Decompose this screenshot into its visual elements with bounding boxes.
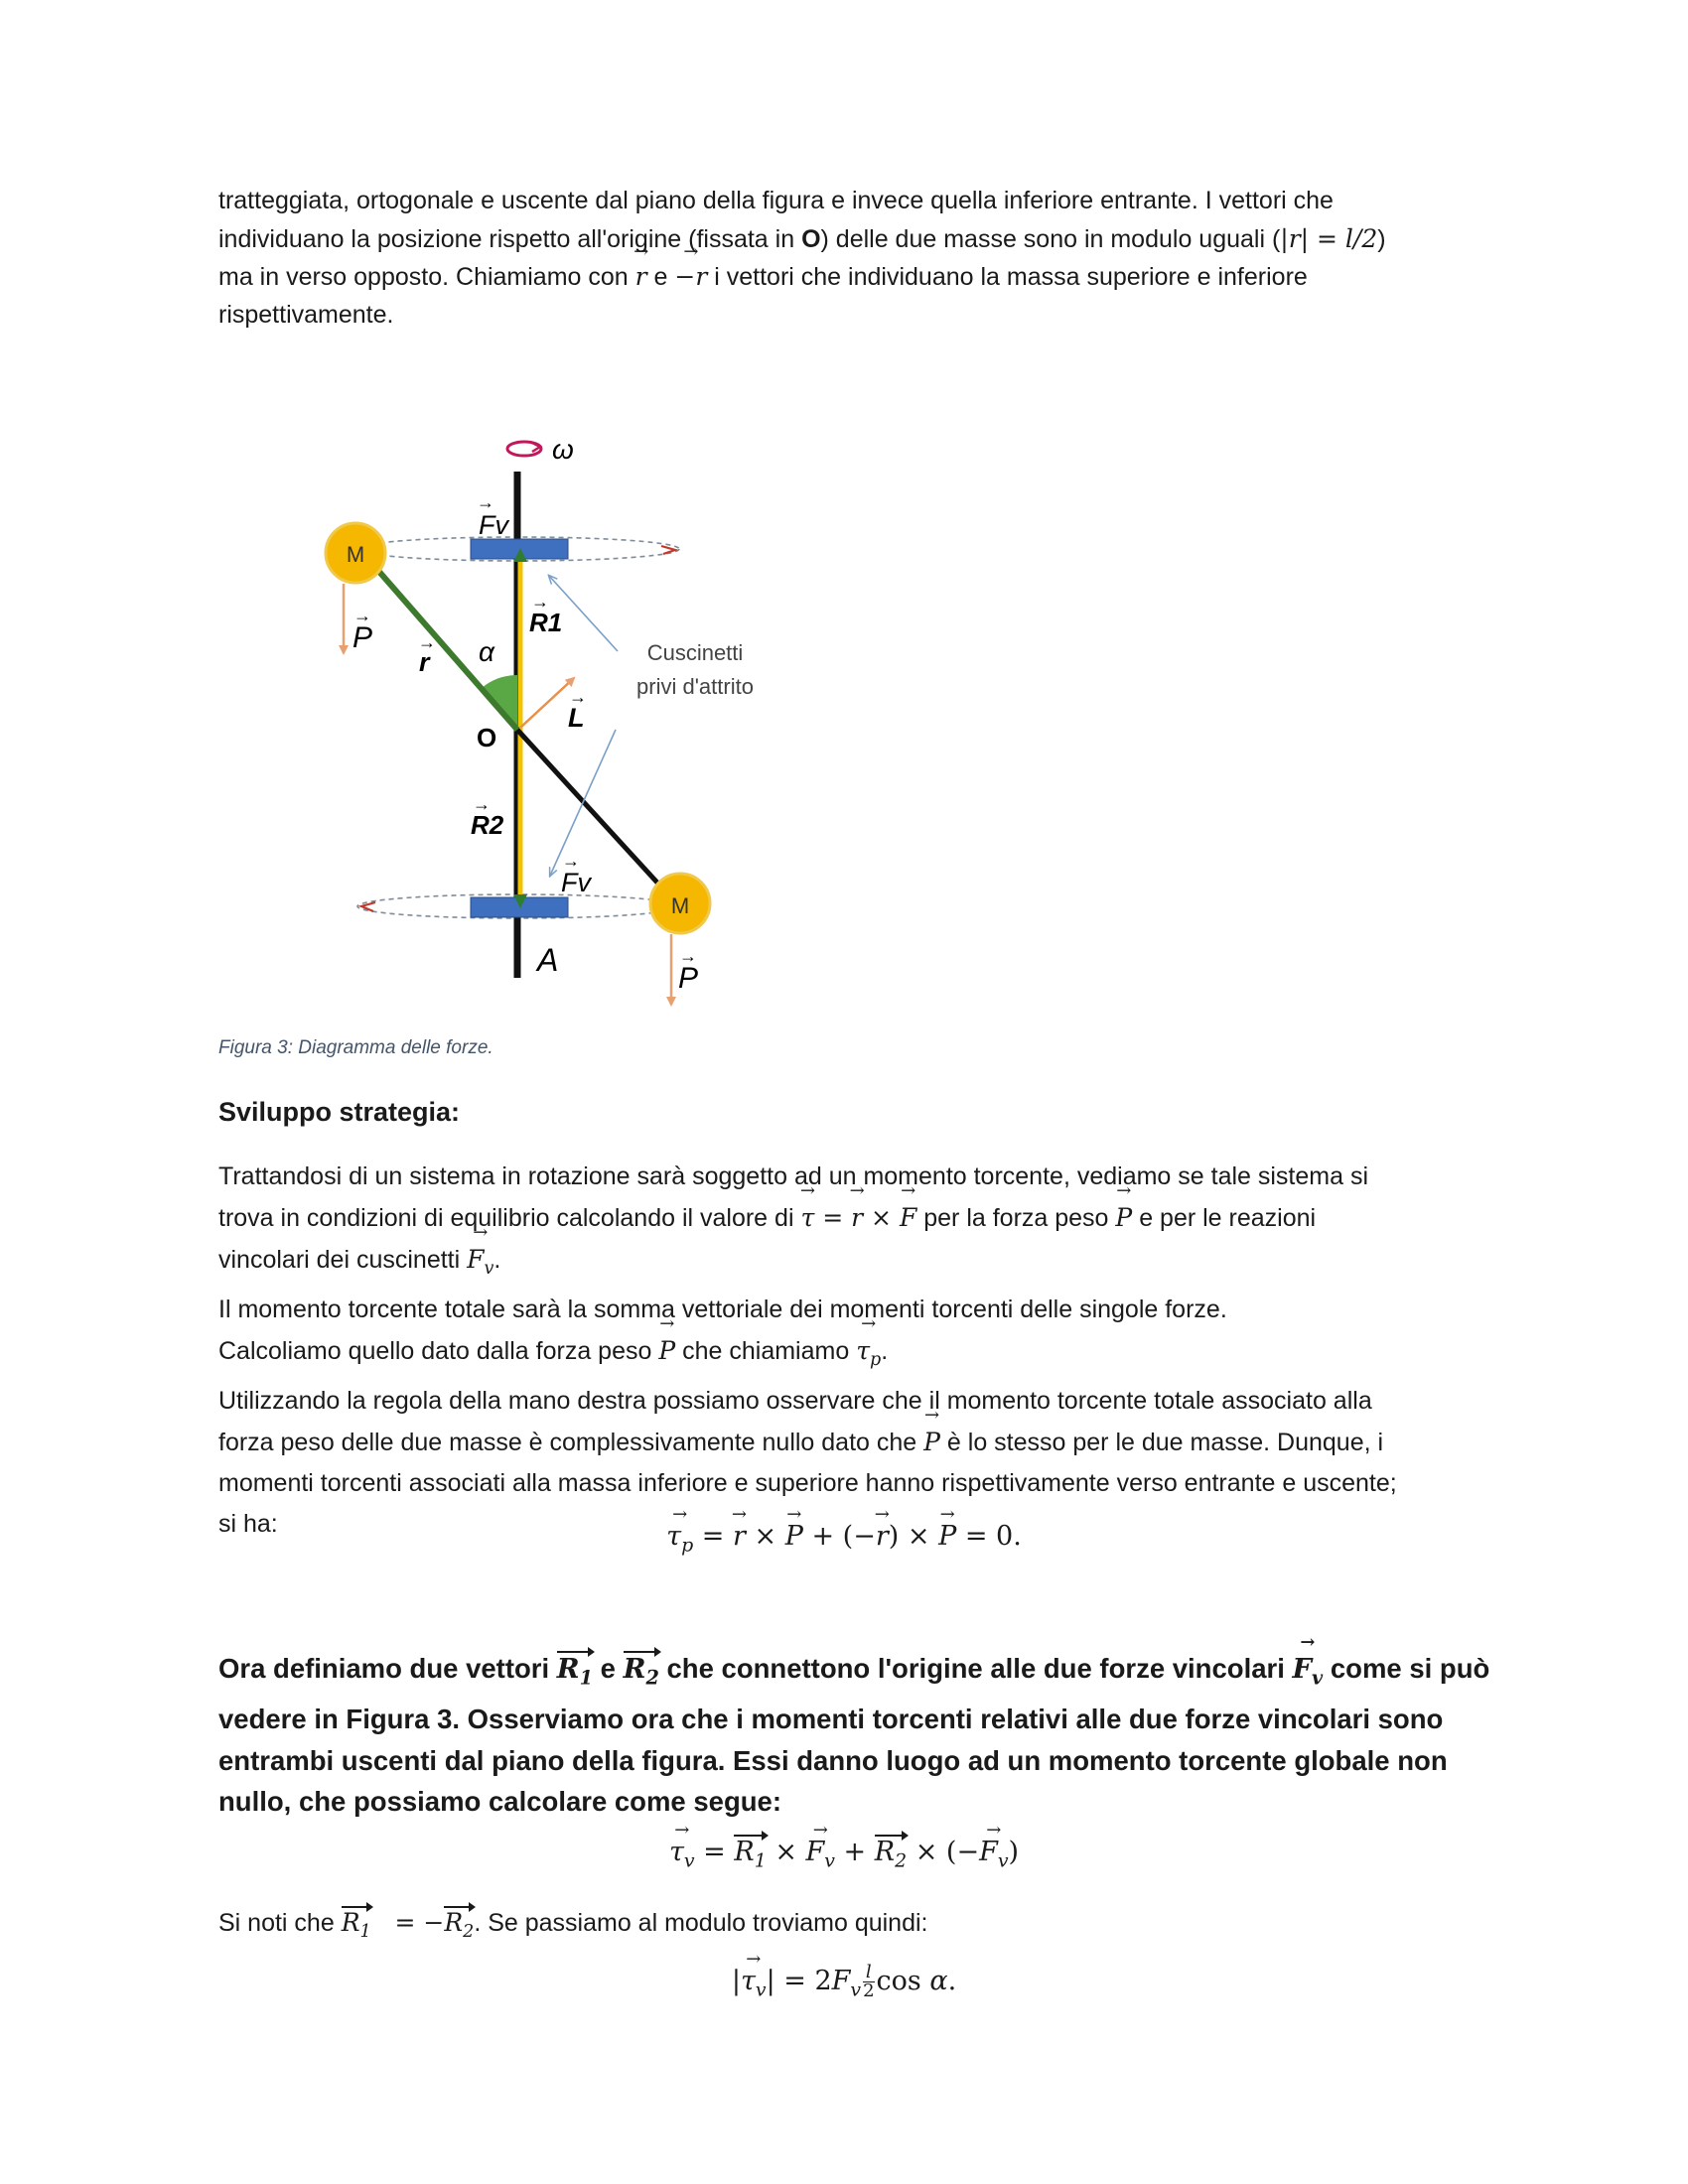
intro-line-4: rispettivamente. (218, 300, 394, 329)
intro-line-1: tratteggiata, ortogonale e uscente dal piano della figura e invece quella inferiore entrante. I vettori che (218, 187, 1334, 214)
vector-r: → r (635, 258, 647, 296)
equation-tau-v: → $\tau_v = R_1$ × → $F_v + R_2$ × (−→ $F_v$) (0, 1835, 1688, 1871)
label-O: O (477, 723, 497, 752)
arrow-Fv-top: → (477, 492, 494, 512)
rod-lower (517, 730, 667, 893)
arrow-P-right: → (679, 946, 697, 966)
strategy-line-7: forza peso delle due masse è complessivamente nullo dato che → P è lo stesso per le due masse. Dunque, i (218, 1422, 1479, 1463)
constraints-line-4: nullo, che possiamo calcolare come segue: (218, 1786, 781, 1817)
label-R1: R1 (529, 608, 563, 637)
arrow-R2: → (473, 794, 491, 814)
figure-caption: Figura 3: Diagramma delle forze. (218, 1037, 493, 1058)
force-diagram (298, 417, 814, 1013)
constraints-line-2: vedere in Figura 3. Osserviamo ora che i momenti torcenti relativi alle due forze vincolari sono (218, 1704, 1444, 1734)
mass-bottom-label: M (670, 893, 690, 918)
bearings-label-2: privi d'attrito (636, 674, 754, 699)
arrow-r: → (418, 632, 436, 652)
strategy-line-1: Trattandosi di un sistema in rotazione sarà soggetto ad un momento torcente, vediamo se tale sistema si (218, 1162, 1369, 1190)
rotation-icon (507, 442, 541, 456)
vector-minus-r: → −r (674, 258, 707, 296)
pointer-bottom-bearing (550, 730, 616, 876)
orbit-top-arrow (661, 546, 675, 554)
label-Fv-top: Fv (479, 510, 508, 540)
label-r: r (419, 647, 430, 677)
arrow-Fv-bottom: → (562, 851, 580, 871)
omega-label: ω (552, 434, 574, 465)
label-P-right: P (678, 962, 699, 995)
intro-line-3: ma in verso opposto. Chiamiamo con → r e → −r i vettori che individuano la massa superiore e inferiore (218, 258, 1479, 297)
origin-label: O (801, 224, 821, 253)
label-R2: R2 (471, 810, 504, 840)
modulus-expression: |r| = l/2 (1280, 223, 1378, 253)
vector-L (520, 678, 574, 728)
strategy-line-8: momenti torcenti associati alla massa inferiore e superiore hanno rispettivamente verso entrante e uscente; (218, 1469, 1397, 1497)
strategy-line-4: Il momento torcente totale sarà la somma vettoriale dei momenti torcenti delle singole forze. (218, 1296, 1227, 1323)
equation-modulus: |→ $\tau_v| = 2F_v$ $\frac{l}{2}$ cos α. (0, 1964, 1688, 2000)
strategy-line-6: Utilizzando la regola della mano destra possiamo osservare che il momento torcente totale associato alla (218, 1387, 1372, 1415)
mass-top-label: M (346, 542, 365, 567)
arrow-R1: → (531, 592, 549, 612)
constraints-paragraph (218, 1648, 1490, 1823)
label-A: A (537, 942, 559, 978)
arrow-L: → (569, 687, 587, 707)
strategy-line-9: si ha: (218, 1510, 278, 1538)
bearings-label-1: Cuscinetti (646, 640, 744, 665)
strategy-line-3: vincolari dei cuscinetti → $F_v$. (218, 1239, 1479, 1290)
intro-paragraph (218, 183, 1479, 334)
constraints-line-3: entrambi uscenti dal piano della figura. Essi danno luogo ad un momento torcente globale non (218, 1744, 1448, 1776)
constraints-line-1: Ora definiamo due vettori $R_1$ e $R_2$ che connettono l'origine alle due forze vincolari → $F_v$ come si può (218, 1648, 1479, 1699)
label-P-left: P (352, 621, 373, 654)
label-alpha: α (479, 636, 494, 667)
arrow-P-left: → (353, 606, 371, 625)
strategy-line-5: Calcoliamo quello dato dalla forza peso → P che chiamiamo → $\tau_p$. (218, 1330, 1479, 1381)
label-Fv-bottom: Fv (561, 868, 591, 897)
note-line: Si noti che $R_1 = -R_2$. Se passiamo al modulo troviamo quindi: (218, 1908, 928, 1942)
section-heading: Sviluppo strategia: (218, 1097, 461, 1127)
equation-tau-p: → $\tau_p$ = → r × → P + (−→ r) × → P = 0. (0, 1521, 1688, 1556)
intro-line-2: individuano la posizione rispetto all'origine (fissata in O) delle due masse sono in modulo uguali (|r| = l/2) (218, 223, 1386, 253)
strategy-line-2: trova in condizioni di equilibrio calcolando il valore di → τ = → r × → F per la forza peso → P e per le reazioni (218, 1197, 1479, 1239)
vector-r-line (372, 564, 517, 730)
strategy-paragraph (218, 1157, 1479, 1545)
label-L: L (568, 703, 585, 733)
